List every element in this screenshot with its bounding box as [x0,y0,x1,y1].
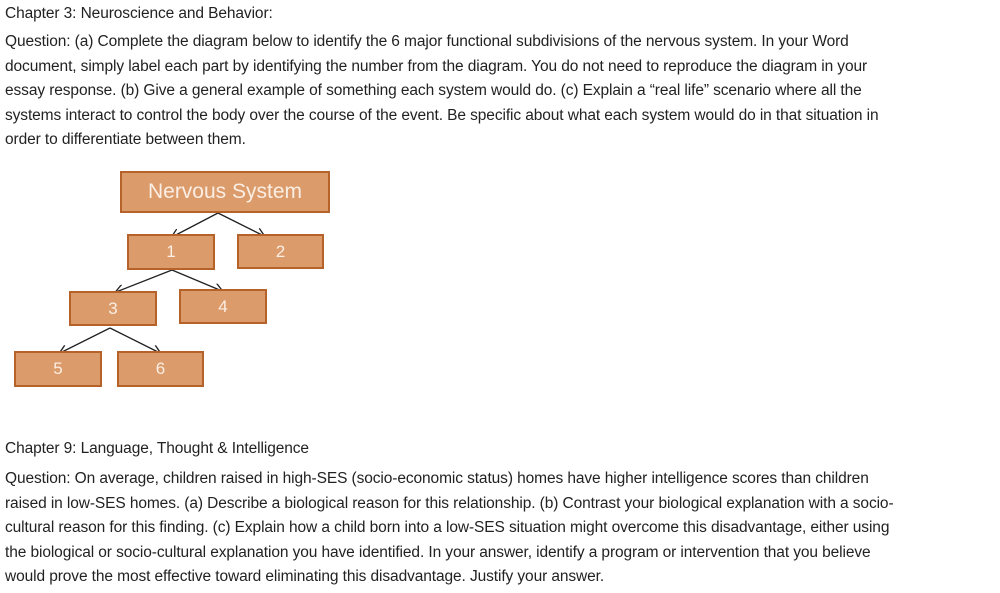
node-5: 5 [14,351,102,387]
arrow-1-to-3 [116,270,172,292]
chapter9-heading: Chapter 9: Language, Thought & Intelligence [5,440,309,457]
chapter9-question-line: cultural reason for this finding. (c) Explain how a child born into a low-SES situation might overcome this disadvantage, either using [5,519,890,537]
arrow-3-to-5 [60,328,110,353]
chapter9-question-line: would prove the most effective toward eliminating this disadvantage. Justify your answer. [5,568,605,586]
chapter9-question-line: Question: On average, children raised in high-SES (socio-economic status) homes have higher intelligence scores than children [5,470,869,487]
node-2: 2 [237,234,324,269]
arrow-1-to-4 [172,270,222,291]
arrow-3-to-6 [110,328,160,353]
chapter9-question [5,467,997,590]
chapter3-heading: Chapter 3: Neuroscience and Behavior: [5,5,273,22]
chapter9-question-line: the biological or socio-cultural explanation you have identified. In your answer, identify a program or intervention that you believe [5,543,871,561]
chapter3-question-line: essay response. (b) Give a general example of something each system would do. (c) Explain a “real life” scenario where all the [5,82,862,100]
arrow-root-to-2 [218,213,264,236]
chapter3-question-line: systems interact to control the body over the course of the event. Be specific about what each system would do in that situation in [5,106,879,124]
node-6: 6 [117,351,204,387]
chapter9-question-line: raised in low-SES homes. (a) Describe a biological reason for this relationship. (b) Contrast your biological explanation with a socio- [5,494,894,512]
node-4: 4 [179,289,267,324]
node-3: 3 [69,291,157,326]
chapter3-question-line: document, simply label each part by identifying the number from the diagram. You do not need to reproduce the diagram in your [5,57,868,75]
node-1: 1 [127,234,215,270]
node-nervous-system: Nervous System [120,171,330,213]
chapter3-question-line: Question: (a) Complete the diagram below to identify the 6 major functional subdivisions of the nervous system. In your Word [5,33,849,50]
chapter3-question-line: order to differentiate between them. [5,131,246,149]
